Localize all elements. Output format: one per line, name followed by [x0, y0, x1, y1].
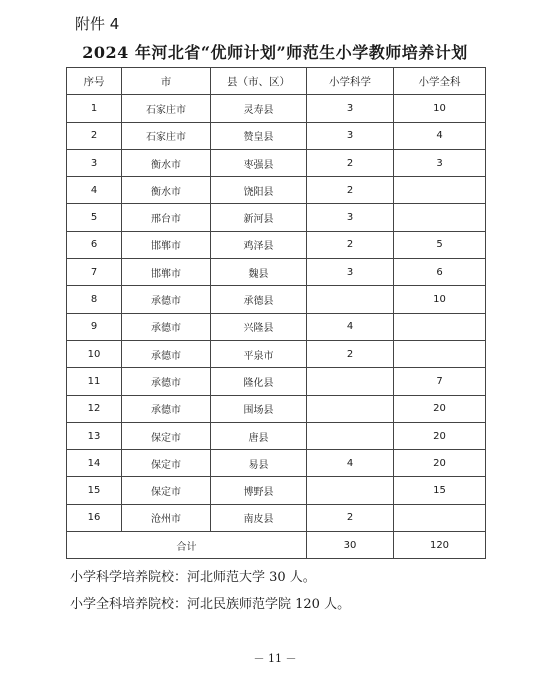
row-city: 承德市 — [122, 286, 211, 313]
row-index: 16 — [67, 504, 122, 531]
row-index: 11 — [67, 368, 122, 395]
row-county: 鸡泽县 — [211, 231, 307, 258]
row-general — [394, 340, 486, 367]
row-index: 3 — [67, 149, 122, 176]
row-city: 衡水市 — [122, 149, 211, 176]
table-row — [67, 450, 486, 477]
row-county: 南皮县 — [211, 504, 307, 531]
row-index: 13 — [67, 422, 122, 449]
row-science — [307, 368, 394, 395]
row-city: 邢台市 — [122, 204, 211, 231]
row-science: 2 — [307, 177, 394, 204]
document-title: 2024 年河北省“优师计划”师范生小学教师培养计划 — [82, 43, 468, 62]
total-row — [67, 532, 486, 559]
row-general — [394, 313, 486, 340]
row-city: 承德市 — [122, 368, 211, 395]
row-county: 围场县 — [211, 395, 307, 422]
table-row — [67, 477, 486, 504]
row-general: 15 — [394, 477, 486, 504]
row-science — [307, 422, 394, 449]
row-city: 承德市 — [122, 313, 211, 340]
table-row — [67, 504, 486, 531]
row-county: 易县 — [211, 450, 307, 477]
note-science: 小学科学培养院校：河北师范大学 30 人。 — [70, 570, 316, 585]
row-general: 10 — [394, 95, 486, 122]
row-county: 承德县 — [211, 286, 307, 313]
row-general: 5 — [394, 231, 486, 258]
row-county: 兴隆县 — [211, 313, 307, 340]
table-row — [67, 259, 486, 286]
row-general — [394, 204, 486, 231]
row-general: 20 — [394, 450, 486, 477]
table-row — [67, 422, 486, 449]
row-city: 保定市 — [122, 422, 211, 449]
row-city: 沧州市 — [122, 504, 211, 531]
row-general: 10 — [394, 286, 486, 313]
row-county: 平泉市 — [211, 340, 307, 367]
row-county: 魏县 — [211, 259, 307, 286]
row-general: 6 — [394, 259, 486, 286]
row-city: 石家庄市 — [122, 122, 211, 149]
row-city: 邯郸市 — [122, 231, 211, 258]
table-row — [67, 368, 486, 395]
row-city: 石家庄市 — [122, 95, 211, 122]
row-science — [307, 286, 394, 313]
row-index: 10 — [67, 340, 122, 367]
table-header-row — [67, 68, 486, 95]
row-county: 赞皇县 — [211, 122, 307, 149]
row-index: 4 — [67, 177, 122, 204]
row-index: 1 — [67, 95, 122, 122]
row-science: 4 — [307, 313, 394, 340]
row-county: 新河县 — [211, 204, 307, 231]
row-science: 3 — [307, 95, 394, 122]
row-general: 3 — [394, 149, 486, 176]
row-science: 2 — [307, 231, 394, 258]
row-science: 3 — [307, 204, 394, 231]
row-science: 2 — [307, 340, 394, 367]
row-general — [394, 177, 486, 204]
row-index: 8 — [67, 286, 122, 313]
table-row — [67, 286, 486, 313]
header-city: 市 — [122, 68, 211, 95]
header-county: 县（市、区） — [211, 68, 307, 95]
header-index: 序号 — [67, 68, 122, 95]
table-row — [67, 149, 486, 176]
table-row — [67, 122, 486, 149]
row-county: 隆化县 — [211, 368, 307, 395]
page-number: － 11 － — [253, 652, 297, 665]
header-science: 小学科学 — [307, 68, 394, 95]
row-city: 承德市 — [122, 340, 211, 367]
row-index: 15 — [67, 477, 122, 504]
note-general: 小学全科培养院校：河北民族师范学院 120 人。 — [70, 597, 351, 612]
row-index: 12 — [67, 395, 122, 422]
row-science: 3 — [307, 259, 394, 286]
row-science: 2 — [307, 504, 394, 531]
row-index: 5 — [67, 204, 122, 231]
table-row — [67, 395, 486, 422]
table-row — [67, 231, 486, 258]
row-city: 保定市 — [122, 450, 211, 477]
row-general: 20 — [394, 422, 486, 449]
total-science: 30 — [307, 532, 394, 559]
table-row — [67, 313, 486, 340]
row-science: 2 — [307, 149, 394, 176]
table-row — [67, 340, 486, 367]
total-general: 120 — [394, 532, 486, 559]
row-county: 唐县 — [211, 422, 307, 449]
row-county: 博野县 — [211, 477, 307, 504]
row-index: 9 — [67, 313, 122, 340]
row-county: 灵寿县 — [211, 95, 307, 122]
row-city: 承德市 — [122, 395, 211, 422]
table-row — [67, 204, 486, 231]
row-science — [307, 395, 394, 422]
table-row — [67, 95, 486, 122]
row-city: 衡水市 — [122, 177, 211, 204]
row-general: 7 — [394, 368, 486, 395]
plan-table — [66, 67, 486, 559]
row-county: 饶阳县 — [211, 177, 307, 204]
row-index: 2 — [67, 122, 122, 149]
row-county: 枣强县 — [211, 149, 307, 176]
row-city: 邯郸市 — [122, 259, 211, 286]
row-general: 20 — [394, 395, 486, 422]
attachment-label: 附件 4 — [75, 15, 120, 33]
row-index: 6 — [67, 231, 122, 258]
row-science — [307, 477, 394, 504]
total-label: 合计 — [67, 532, 307, 559]
row-index: 7 — [67, 259, 122, 286]
row-city: 保定市 — [122, 477, 211, 504]
row-science: 4 — [307, 450, 394, 477]
row-science: 3 — [307, 122, 394, 149]
row-general — [394, 504, 486, 531]
row-index: 14 — [67, 450, 122, 477]
header-general: 小学全科 — [394, 68, 486, 95]
table-row — [67, 177, 486, 204]
row-general: 4 — [394, 122, 486, 149]
